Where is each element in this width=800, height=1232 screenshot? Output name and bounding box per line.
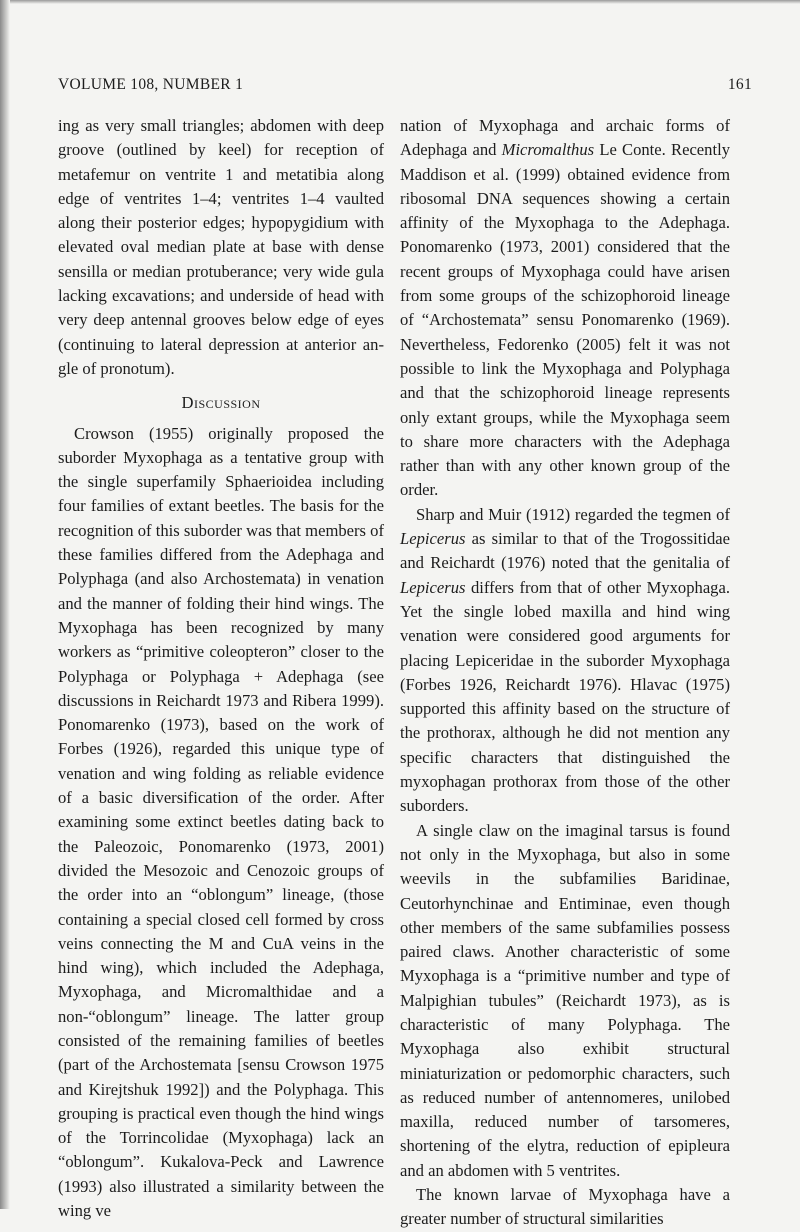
paragraph-discussion: Crowson (1955) originally proposed the suborder Myxophaga as a tentative group with the single superfamily Sphaerioidea including four families of extant beetles. The basis for the recognition of this suborder was that members of these families differed from the Adephaga and Polyphaga (and also Archostemata) in venation and the manner of folding their hind wings. The Myxophaga has been recognized by many workers as “primitive coleopteron” closer to the Polyphaga or Polyphaga + Adephaga (see discussions in Reichardt 1973 and Ribera 1999). Ponomarenko (1973), based on the work of Forbes (1926), regarded this unique type of venation and wing folding as reliable evidence of a basic diversification of the order. After examining some extinct beetles dating back to the Paleozoic, Ponomarenko (1973, 2001) divided the Mesozoic and Cenozoic groups of the order into an “oblongum” lineage, (those containing a special closed cell formed by cross veins connecting the M and CuA veins in the hind wing), which included the Adephaga, Myxophaga, and Micromalthidae and a non-“oblongum” lineage. The latter group consisted of the remaining families of beetles (part of the Archostemata [sensu Crowson 1975 and Kirejtshuk 1992]) and the Polyphaga. This grouping is practical even though the hind wings of the Torrincolidae (Myxophaga) lack an “oblongum”. Kukalova-Peck and Lawrence (1993) also illustrated a similarity between the wing ve xyxy=(58,423,384,1221)
text-run: Sharp and Muir (1912) regarded the tegmen of xyxy=(416,504,730,524)
paragraph-right-1 xyxy=(400,114,730,503)
taxon-name: Lepicerus xyxy=(400,577,466,597)
text-run: Le Conte. Recently Maddison et al. (1999) obtained evidence from ribosomal DNA sequences showing a certain affinity of the Myxophaga to the Adephaga. Ponomarenko (1973, 2001) considered that the recent groups of Myxophaga could have arisen from some groups of the schizophoroid lineage of “Archostemata” sensu Ponomarenko (1969). Nevertheless, Fedorenko (2005) felt it was not possible to link the Myxophaga and Polyphaga and that the schizophoroid lineage represents only extant groups, while the Myxophaga seem to share more characters with the Adephaga rather than with any other known group of the order. xyxy=(400,140,730,500)
paragraph-right-4: The known larvae of Myxophaga have a greater number of structural similarities xyxy=(400,1185,730,1229)
text-run: nation of Myxophaga and archaic forms of Adephaga and xyxy=(400,116,730,160)
taxon-name: Micromalthus xyxy=(501,140,595,160)
right-column xyxy=(400,114,730,1232)
running-head xyxy=(58,76,752,98)
paragraph-right-2 xyxy=(400,503,730,819)
paragraph-right-3: A single claw on the imaginal tarsus is found not only in the Myxophaga, but also in some weevils in the subfamilies Baridinae, Ceutorhynchinae and Entiminae, even though other members of the same subfamilies possess paired claws. Another characteristic of some Myxophaga is a “primitive number and type of Malpighian tubules” (Reichardt 1973), as is characteristic of many Polyphaga. The Myxophaga also exhibit structural miniaturization or pedomorphic characters, such as reduced number of antennomeres, unilobed maxilla, reduced number of tarsomeres, shortening of the elytra, reduction of epipleura and an abdomen with 5 ventrites. xyxy=(400,820,730,1180)
page-number: 161 xyxy=(727,76,752,93)
scan-edge-left xyxy=(0,0,10,1209)
scan-edge-top xyxy=(0,0,800,4)
text-run: as similar to that of the Trogossitidae and Reichardt (1976) noted that the genitalia of xyxy=(400,529,730,573)
text-run: differs from that of other Myxophaga. Yet the single lobed maxilla and hind wing venation were considered good arguments for placing Lepiceridae in the suborder Myxophaga (Forbes 1926, Reichardt 1976). Hlavac (1975) supported this affinity based on the structure of the prothorax, although he did not mention any specific characters that distinguished the myxophagan prothorax from those of the other suborders. xyxy=(400,577,730,816)
left-column xyxy=(58,114,384,1223)
taxon-name: Lepicerus xyxy=(400,529,466,549)
section-heading-discussion: Discussion xyxy=(181,393,261,413)
paragraph-continued: ing as very small triangles; abdomen with deep groove (outlined by keel) for reception of metafemur on ventrite 1 and metatibia along edge of ventrites 1–4; ventrites 1–4 vaulted along their posterior edges; hypopygidium with elevated oval median plate at base with dense sensilla or median protuberance; very wide gula lacking excavations; and underside of head with very deep antennal grooves below edge of eyes (continuing to lateral depression at anterior angle of pronotum). xyxy=(58,116,384,378)
journal-volume: VOLUME 108, NUMBER 1 xyxy=(58,76,244,93)
